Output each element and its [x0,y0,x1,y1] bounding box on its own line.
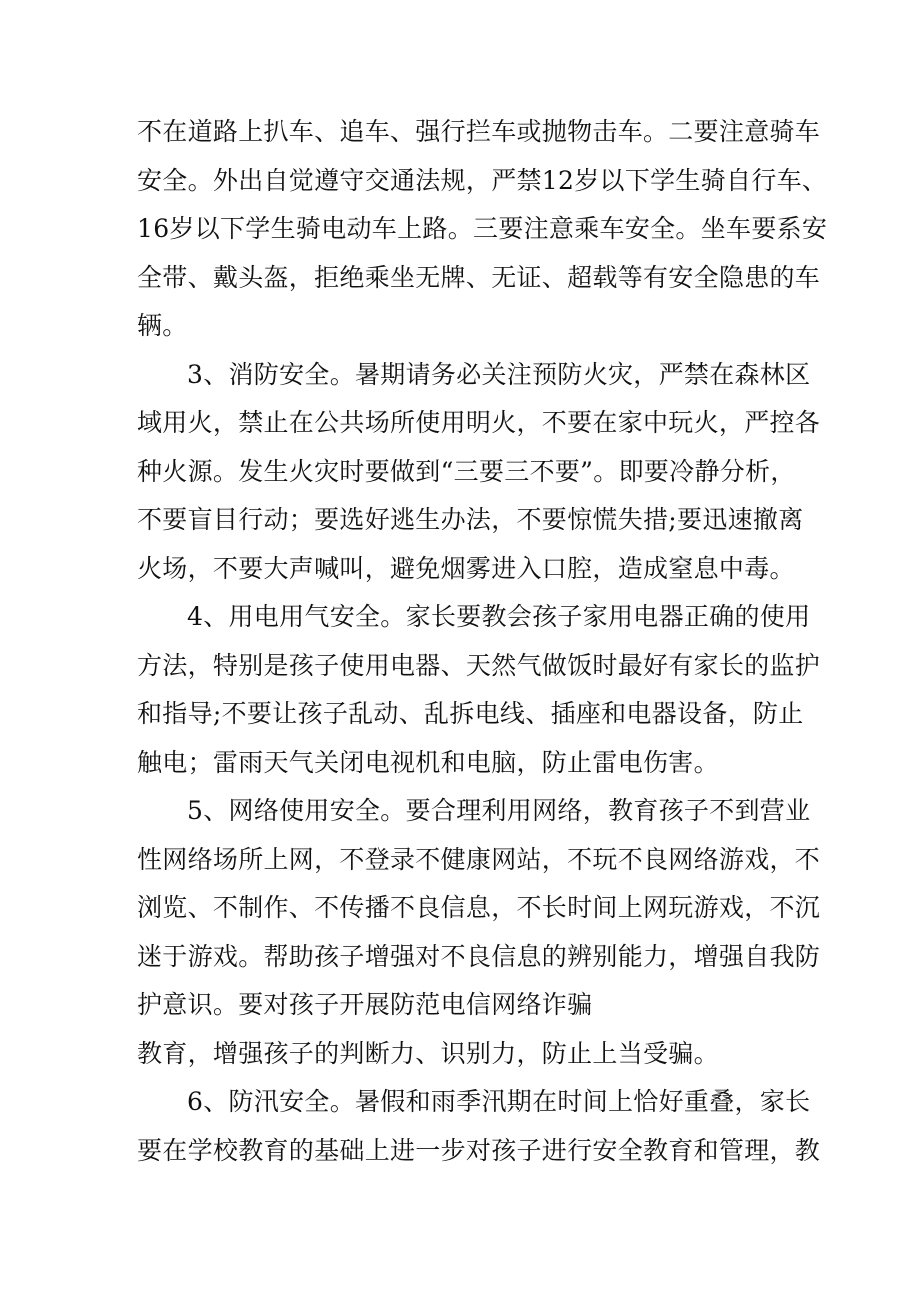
text-line: 迷于游戏。帮助孩子增强对不良信息的辨别能力，增强自我防 [137,941,821,971]
text-line: 火场，不要大声喊叫，避免烟雾进入口腔，造成窒息中毒。 [137,553,795,583]
text-line: 4、用电用气安全。家长要教会孩子家用电器正确的使用 [187,602,811,631]
text-line: 安全。外出自觉遵守交通法规，严禁12岁以下学生骑自行车、 [137,165,828,195]
text-line: 触电；雷雨天气关闭电视机和电脑，防止雷电伤害。 [137,747,719,777]
text-line: 全带、戴头盔，拒绝乘坐无牌、无证、超载等有安全隐患的车 [137,262,821,292]
text-line: 浏览、不制作、不传播不良信息，不长时间上网玩游戏，不沉 [137,893,821,922]
text-line: 5、网络使用安全。要合理利用网络，教育孩子不到营业 [187,796,811,825]
text-line: 不在道路上扒车、追车、强行拦车或抛物击车。二要注意骑车 [137,117,821,146]
text-line: 6、防汛安全。暑假和雨季汛期在时间上恰好重叠，家长 [187,1087,811,1116]
text-line: 性网络场所上网，不登录不健康网站，不玩不良网络游戏，不 [137,844,821,874]
text-line: 和指导;不要让孩子乱动、乱拆电线、插座和电器设备，防止 [137,699,804,728]
text-line: 16岁以下学生骑电动车上路。三要注意乘车安全。坐车要系安 [137,214,828,243]
text-line: 方法，特别是孩子使用电器、天然气做饭时最好有家长的监护 [137,650,821,680]
text-line: 3、消防安全。暑期请务必关注预防火灾，严禁在森林区 [187,359,811,389]
text-line: 教育，增强孩子的判断力、识别力，防止上当受骗。 [137,1038,719,1068]
text-line: 种火源。发生火灾时要做到“三要三不要”。即要冷静分析， [137,456,796,486]
text-line: 护意识。要对孩子开展防范电信网络诈骗 [137,990,593,1019]
document-body [137,108,828,1175]
text-line: 辆。 [137,311,188,340]
text-line: 要在学校教育的基础上进一步对孩子进行安全教育和管理，教 [137,1135,821,1165]
text-line: 域用火，禁止在公共场所使用明火，不要在家中玩火，严控各 [137,408,821,437]
text-line: 不要盲目行动；要选好逃生办法，不要惊慌失措;要迅速撤离 [137,505,804,534]
